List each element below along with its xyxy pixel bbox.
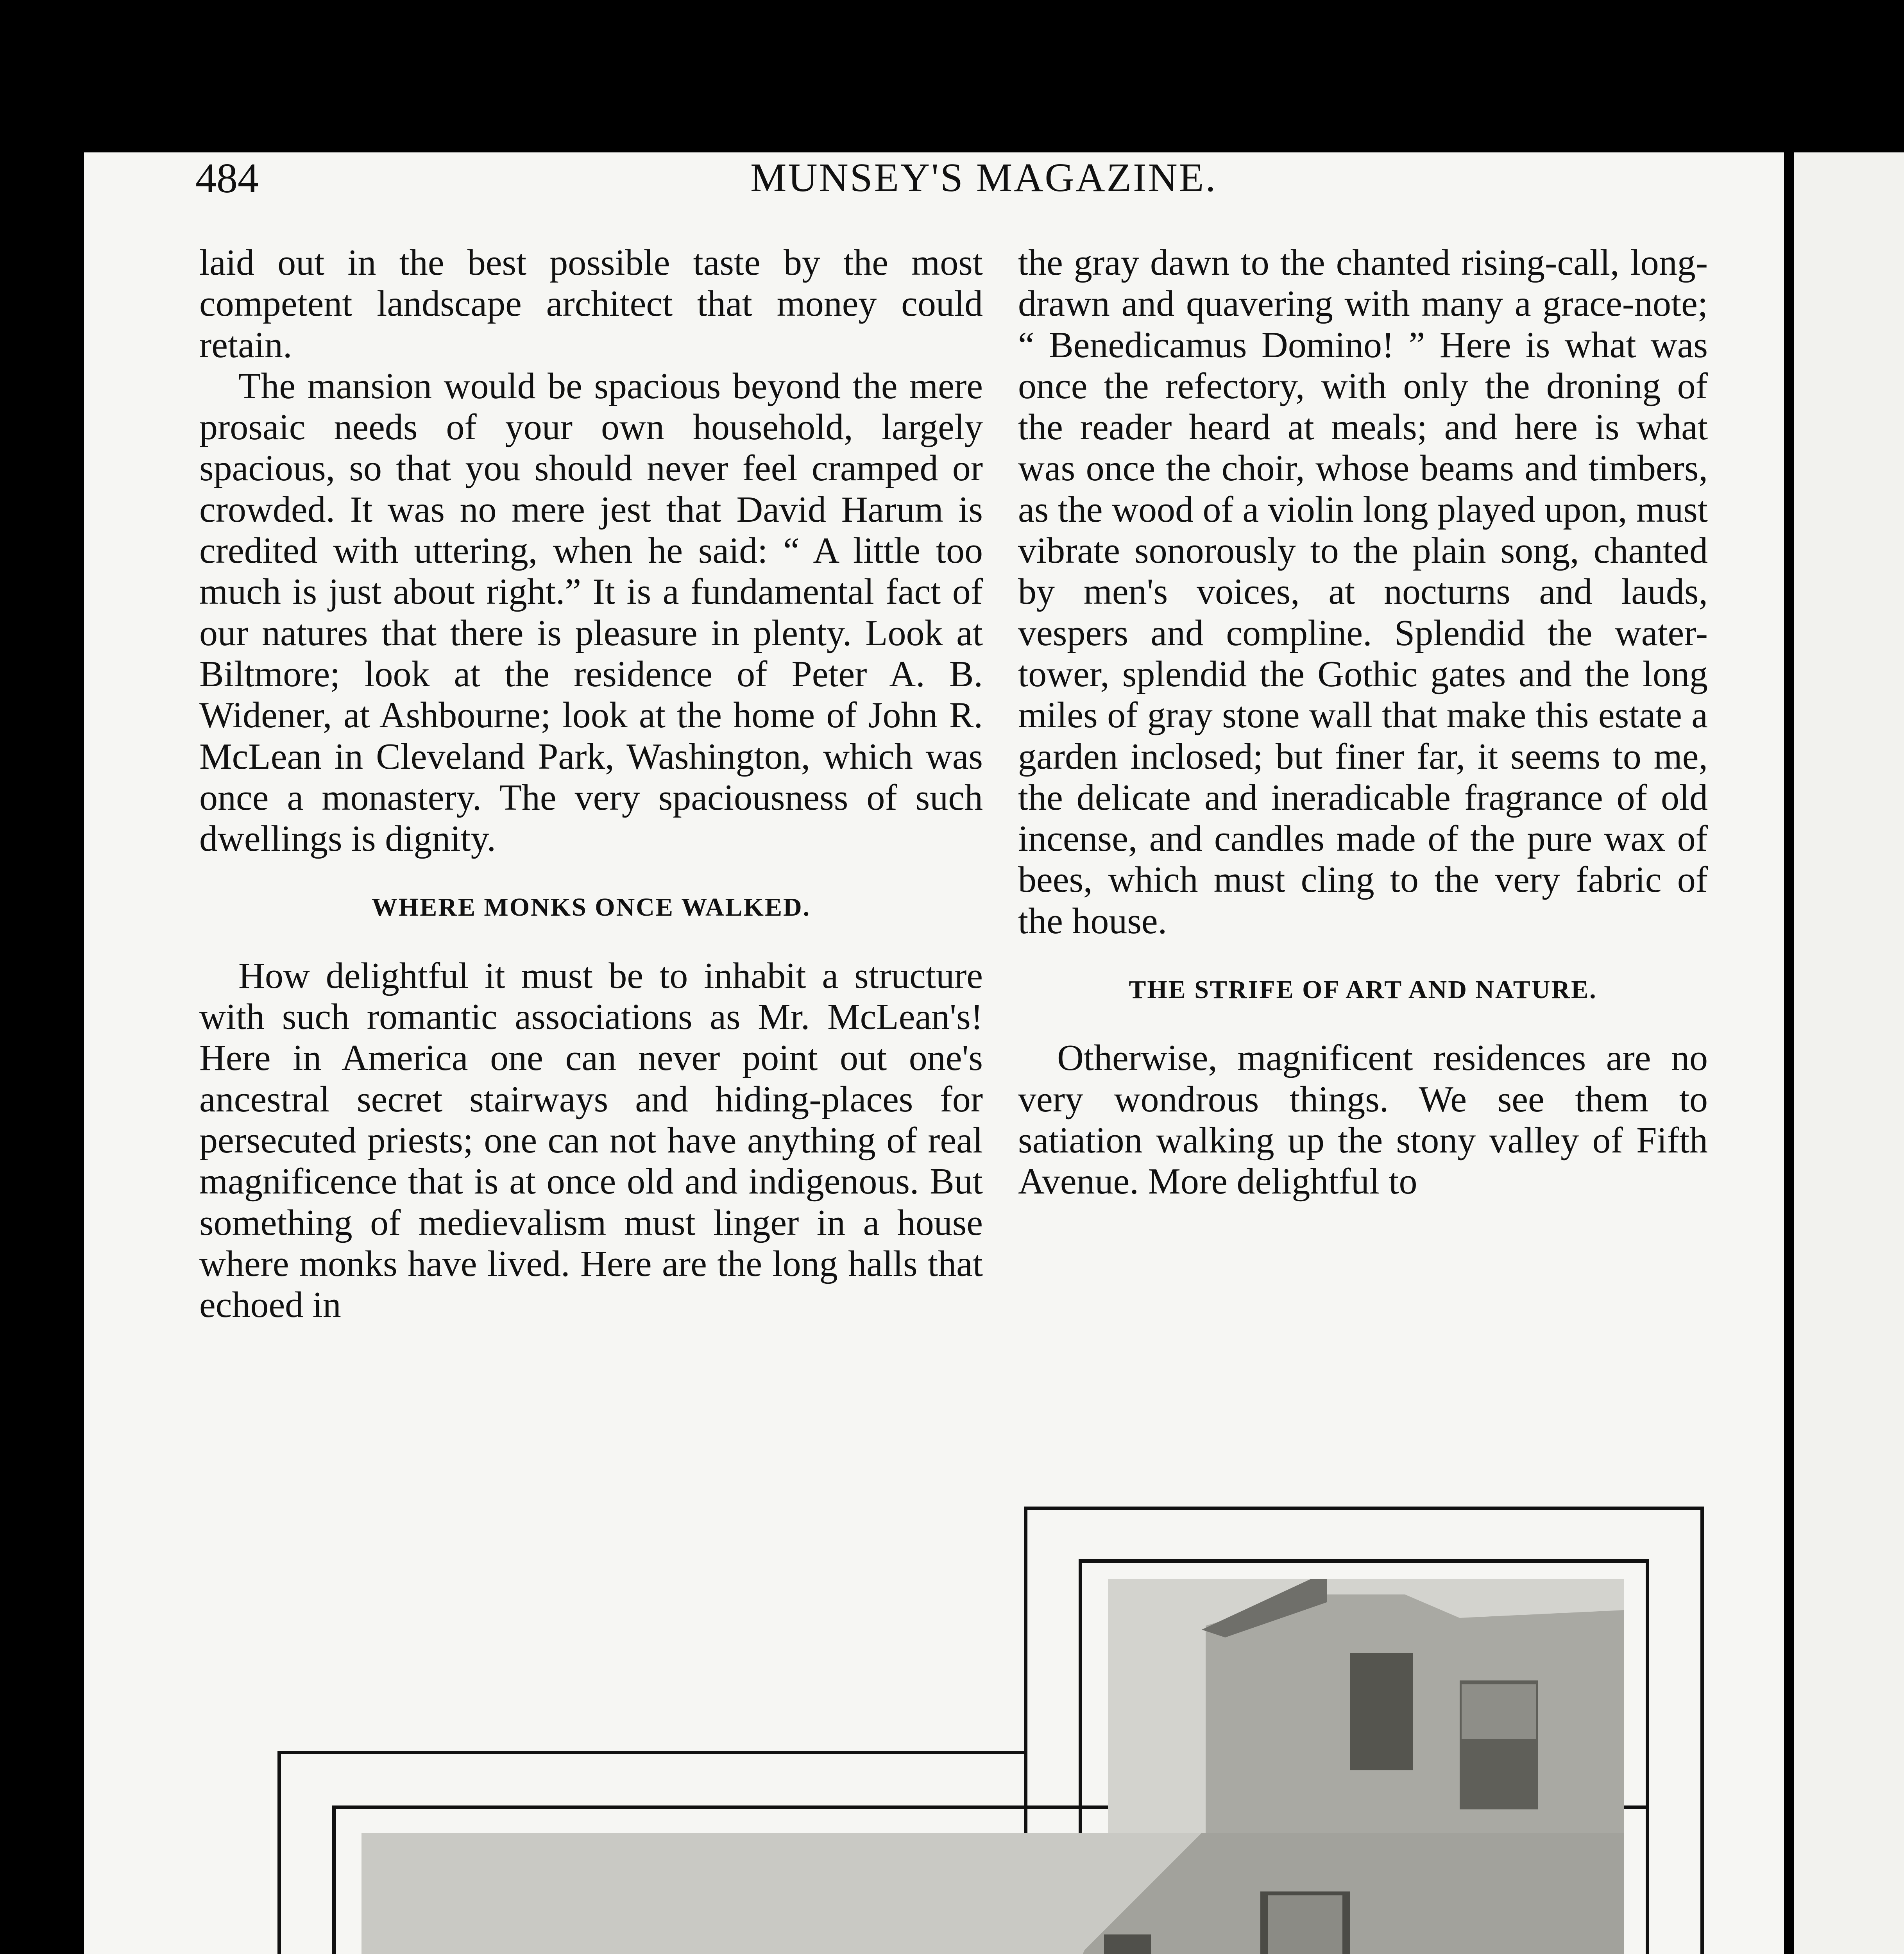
photograph-berwind-house — [361, 1833, 1624, 1954]
column-left-top — [199, 242, 983, 1326]
page-number: 484 — [195, 155, 259, 202]
paragraph-otherwise: Otherwise, magnificent residences are no very wondrous things. We see them to satiation walking up the stony valley of Fifth Avenue. More delightful to — [1018, 1038, 1708, 1202]
column-right-top — [1018, 242, 1708, 1202]
paragraph-gray-dawn: the gray dawn to the chanted rising-call, long-drawn and quavering with many a grace-note; “ Benedicamus Domino! ” Here is what was once the refectory, with only the droning of the reader heard at meals; and here is what was once the choir, whose beams and timbers, as the wood of a violin long played upon, must vibrate sonorously to the plain song, chanted by men's voices, at nocturns and lauds, vespers and compline. Splendid the water-tower, splendid the Gothic gates and the long miles of gray stone wall that make this estate a garden inclosed; but finer far, it seems to me, the delicate and ineradicable fragrance of old incense, and candles made of the pure wax of bees, which must cling to the very fabric of the house. — [1018, 242, 1708, 941]
paragraph-mansion: The mansion would be spacious beyond the mere prosaic needs of your own household, largely spacious, so that you should never feel cramped or crowded. It was no mere jest that David Harum is credited with uttering, when he said: “ A little too much is just about right.” It is a fundamental fact of our natures that there is pleasure in plenty. Look at Biltmore; look at the residence of Peter A. B. Widener, at Ashbourne; look at the home of John R. McLean in Cleveland Park, Washington, which was once a monastery. The very spaciousness of such dwellings is dignity. — [199, 365, 983, 859]
adjacent-page-edge — [1794, 152, 1904, 1954]
magazine-title: MUNSEY'S MAGAZINE. — [750, 155, 1217, 200]
section-heading-monks: WHERE MONKS ONCE WALKED. — [371, 893, 811, 922]
running-head — [195, 154, 1720, 209]
paragraph-opening: laid out in the best possible taste by the most competent landscape architect that money could retain. — [199, 242, 983, 365]
paragraph-monks: How delightful it must be to inhabit a structure with such romantic associations as Mr. McLean's! Here in America one can never point out one's ancestral secret stairways and hiding-places for persecuted priests; one can not have anything of real magnificence that is at once old and indigenous. But something of medievalism must linger in a house where monks have lived. Here are the long halls that echoed in — [199, 955, 983, 1326]
section-heading-strife: THE STRIFE OF ART AND NATURE. — [1129, 975, 1597, 1004]
photograph-upper-section — [1108, 1579, 1624, 1837]
